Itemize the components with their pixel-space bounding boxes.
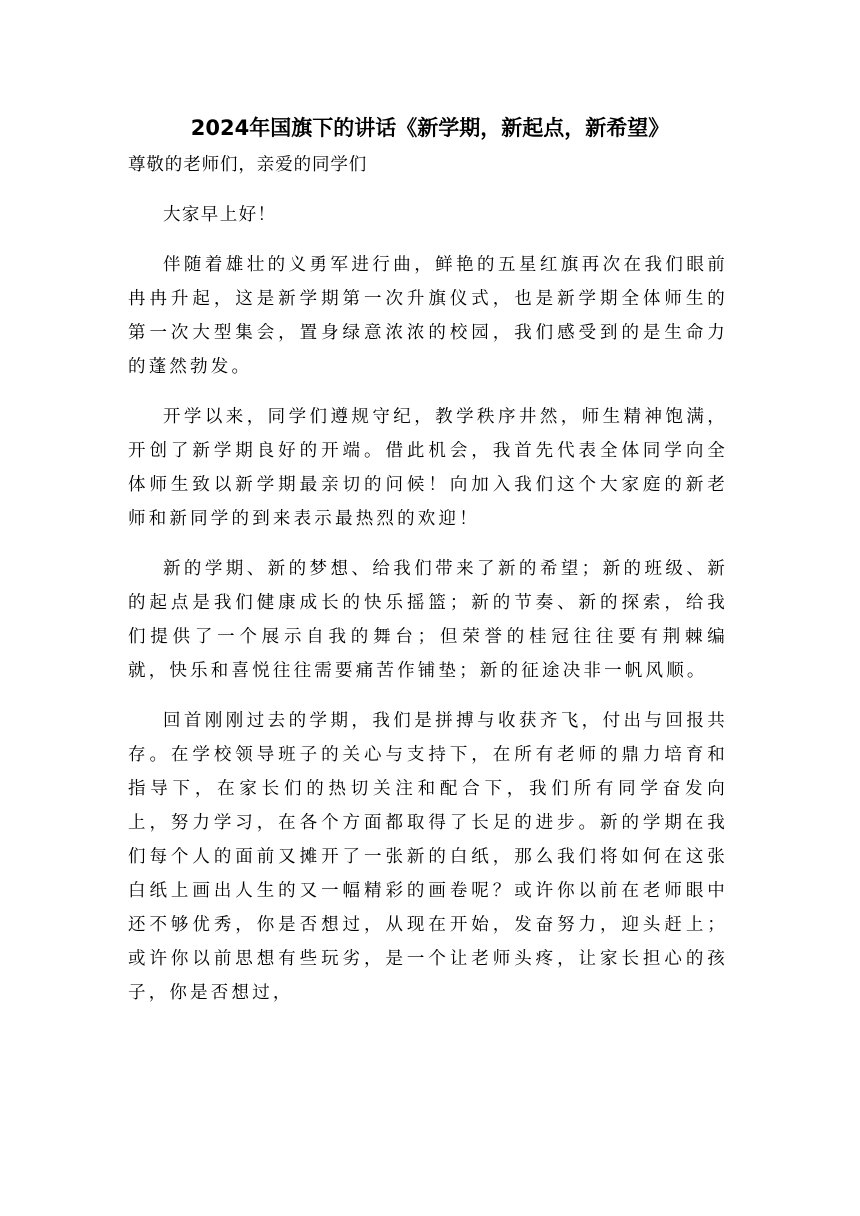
document-body bbox=[128, 148, 728, 1026]
paragraph-4: 新的学期、新的梦想、给我们带来了新的希望；新的班级、新的起点是我们健康成长的快乐摇篮；新的节奏、新的探索，给我们提供了一个展示自我的舞台；但荣誉的桂冠往往要有荆棘编就，快乐和喜悦往往需要痛苦作铺垫；新的征途决非一帆风顺。 bbox=[128, 559, 728, 681]
document-title: 2024年国旗下的讲话《新学期，新起点，新希望》 bbox=[190, 116, 670, 140]
paragraph-2: 伴随着雄壮的义勇军进行曲，鲜艳的五星红旗再次在我们眼前冉冉升起，这是新学期第一次升旗仪式，也是新学期全体师生的第一次大型集会，置身绿意浓浓的校园，我们感受到的是生命力的蓬然勃发。 bbox=[128, 255, 728, 377]
greeting-line: 尊敬的老师们，亲爱的同学们 bbox=[128, 155, 368, 175]
paragraph-5: 回首刚刚过去的学期，我们是拼搏与收获齐飞，付出与回报共存。在学校领导班子的关心与支持下，在所有老师的鼎力培育和指导下，在家长们的热切关注和配合下，我们所有同学奋发向上，努力学习，在各个方面都取得了长足的进步。新的学期在我们每个人的面前又摊开了一张新的白纸，那么我们将如何在这张白纸上画出人生的又一幅精彩的画卷呢？或许你以前在老师眼中还不够优秀，你是否想过，从现在开始，发奋努力，迎头赶上；或许你以前思想有些玩劣，是一个让老师头疼，让家长担心的孩子，你是否想过， bbox=[128, 711, 728, 1003]
paragraph-3: 开学以来，同学们遵规守纪，教学秩序井然，师生精神饱满，开创了新学期良好的开端。借此机会，我首先代表全体同学向全体师生致以新学期最亲切的问候！向加入我们这个大家庭的新老师和新同学的到来表示最热烈的欢迎！ bbox=[128, 407, 728, 529]
paragraph-1: 大家早上好！ bbox=[163, 205, 277, 225]
